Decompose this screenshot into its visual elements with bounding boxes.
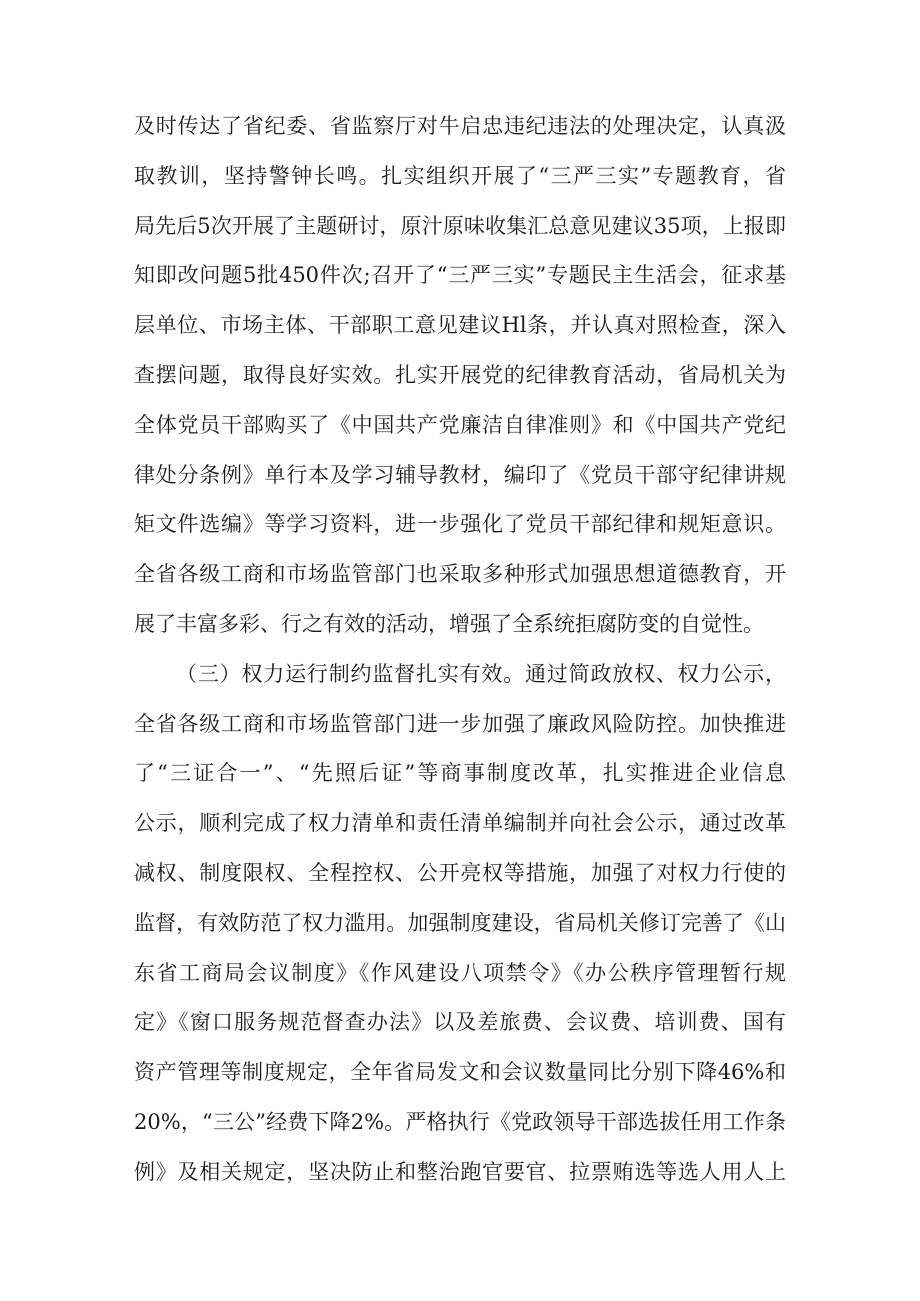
text-line-10: 全省各级工商和市场监管部门也采取多种形式加强思想道德教育，开	[134, 562, 786, 587]
text-line-21: 20%，“三公”经费下降2%。严格执行《党政领导干部选拔任用工作条	[134, 1109, 786, 1134]
text-line-22: 例》及相关规定，坚决防止和整治跑官要官、拉票贿选等选人用人上	[134, 1159, 786, 1184]
text-line-16: 减权、制度限权、全程控权、公开亮权等措施，加强了对权力行使的	[134, 860, 786, 885]
text-line-6: 查摆问题，取得良好实效。扎实开展党的纪律教育活动，省局机关为	[134, 362, 786, 387]
text-line-1: 及时传达了省纪委、省监察厅对牛启忠违纪违法的处理决定，认真汲	[134, 114, 786, 138]
section-heading-line: （三）权力运行制约监督扎实有效。通过简政放权、权力公示，	[176, 661, 786, 686]
document-body	[134, 102, 786, 1198]
text-line-20: 资产管理等制度规定，全年省局发文和会议数量同比分别下降46%和	[134, 1060, 786, 1085]
text-line-17: 监督，有效防范了权力滥用。加强制度建设，省局机关修订完善了《山	[134, 910, 786, 935]
text-line-11: 展了丰富多彩、行之有效的活动，增强了全系统拒腐防变的自觉性。	[134, 611, 764, 636]
text-line-2: 取教训，坚持警钟长鸣。扎实组织开展了“三严三实”专题教育，省	[134, 163, 786, 188]
text-line-3: 局先后5次开展了主题研讨，原汁原味收集汇总意见建议35项，上报即	[134, 213, 786, 238]
text-line-19: 定》《窗口服务规范督查办法》以及差旅费、会议费、培训费、国有	[134, 1010, 786, 1035]
text-line-5: 层单位、市场主体、干部职工意见建议Hl条，并认真对照检查，深入	[134, 313, 786, 338]
text-line-13: 全省各级工商和市场监管部门进一步加强了廉政风险防控。加快推进	[134, 711, 786, 736]
text-line-15: 公示，顺利完成了权力清单和责任清单编制并向社会公示，通过改革	[134, 811, 786, 836]
text-line-8: 律处分条例》单行本及学习辅导教材，编印了《党员干部守纪律讲规	[134, 462, 786, 487]
text-line-18: 东省工商局会议制度》《作风建设八项禁令》《办公秩序管理暂行规	[134, 960, 786, 985]
text-line-14: 了“三证合一”、“先照后证”等商事制度改革，扎实推进企业信息	[134, 761, 786, 786]
text-line-9: 矩文件选编》等学习资料，进一步强化了党员干部纪律和规矩意识。	[134, 512, 786, 537]
text-line-7: 全体党员干部购买了《中国共产党廉洁自律准则》和《中国共产党纪	[134, 412, 786, 437]
text-line-4: 知即改问题5批450件次;召开了“三严三实”专题民主生活会，征求基	[134, 263, 786, 288]
